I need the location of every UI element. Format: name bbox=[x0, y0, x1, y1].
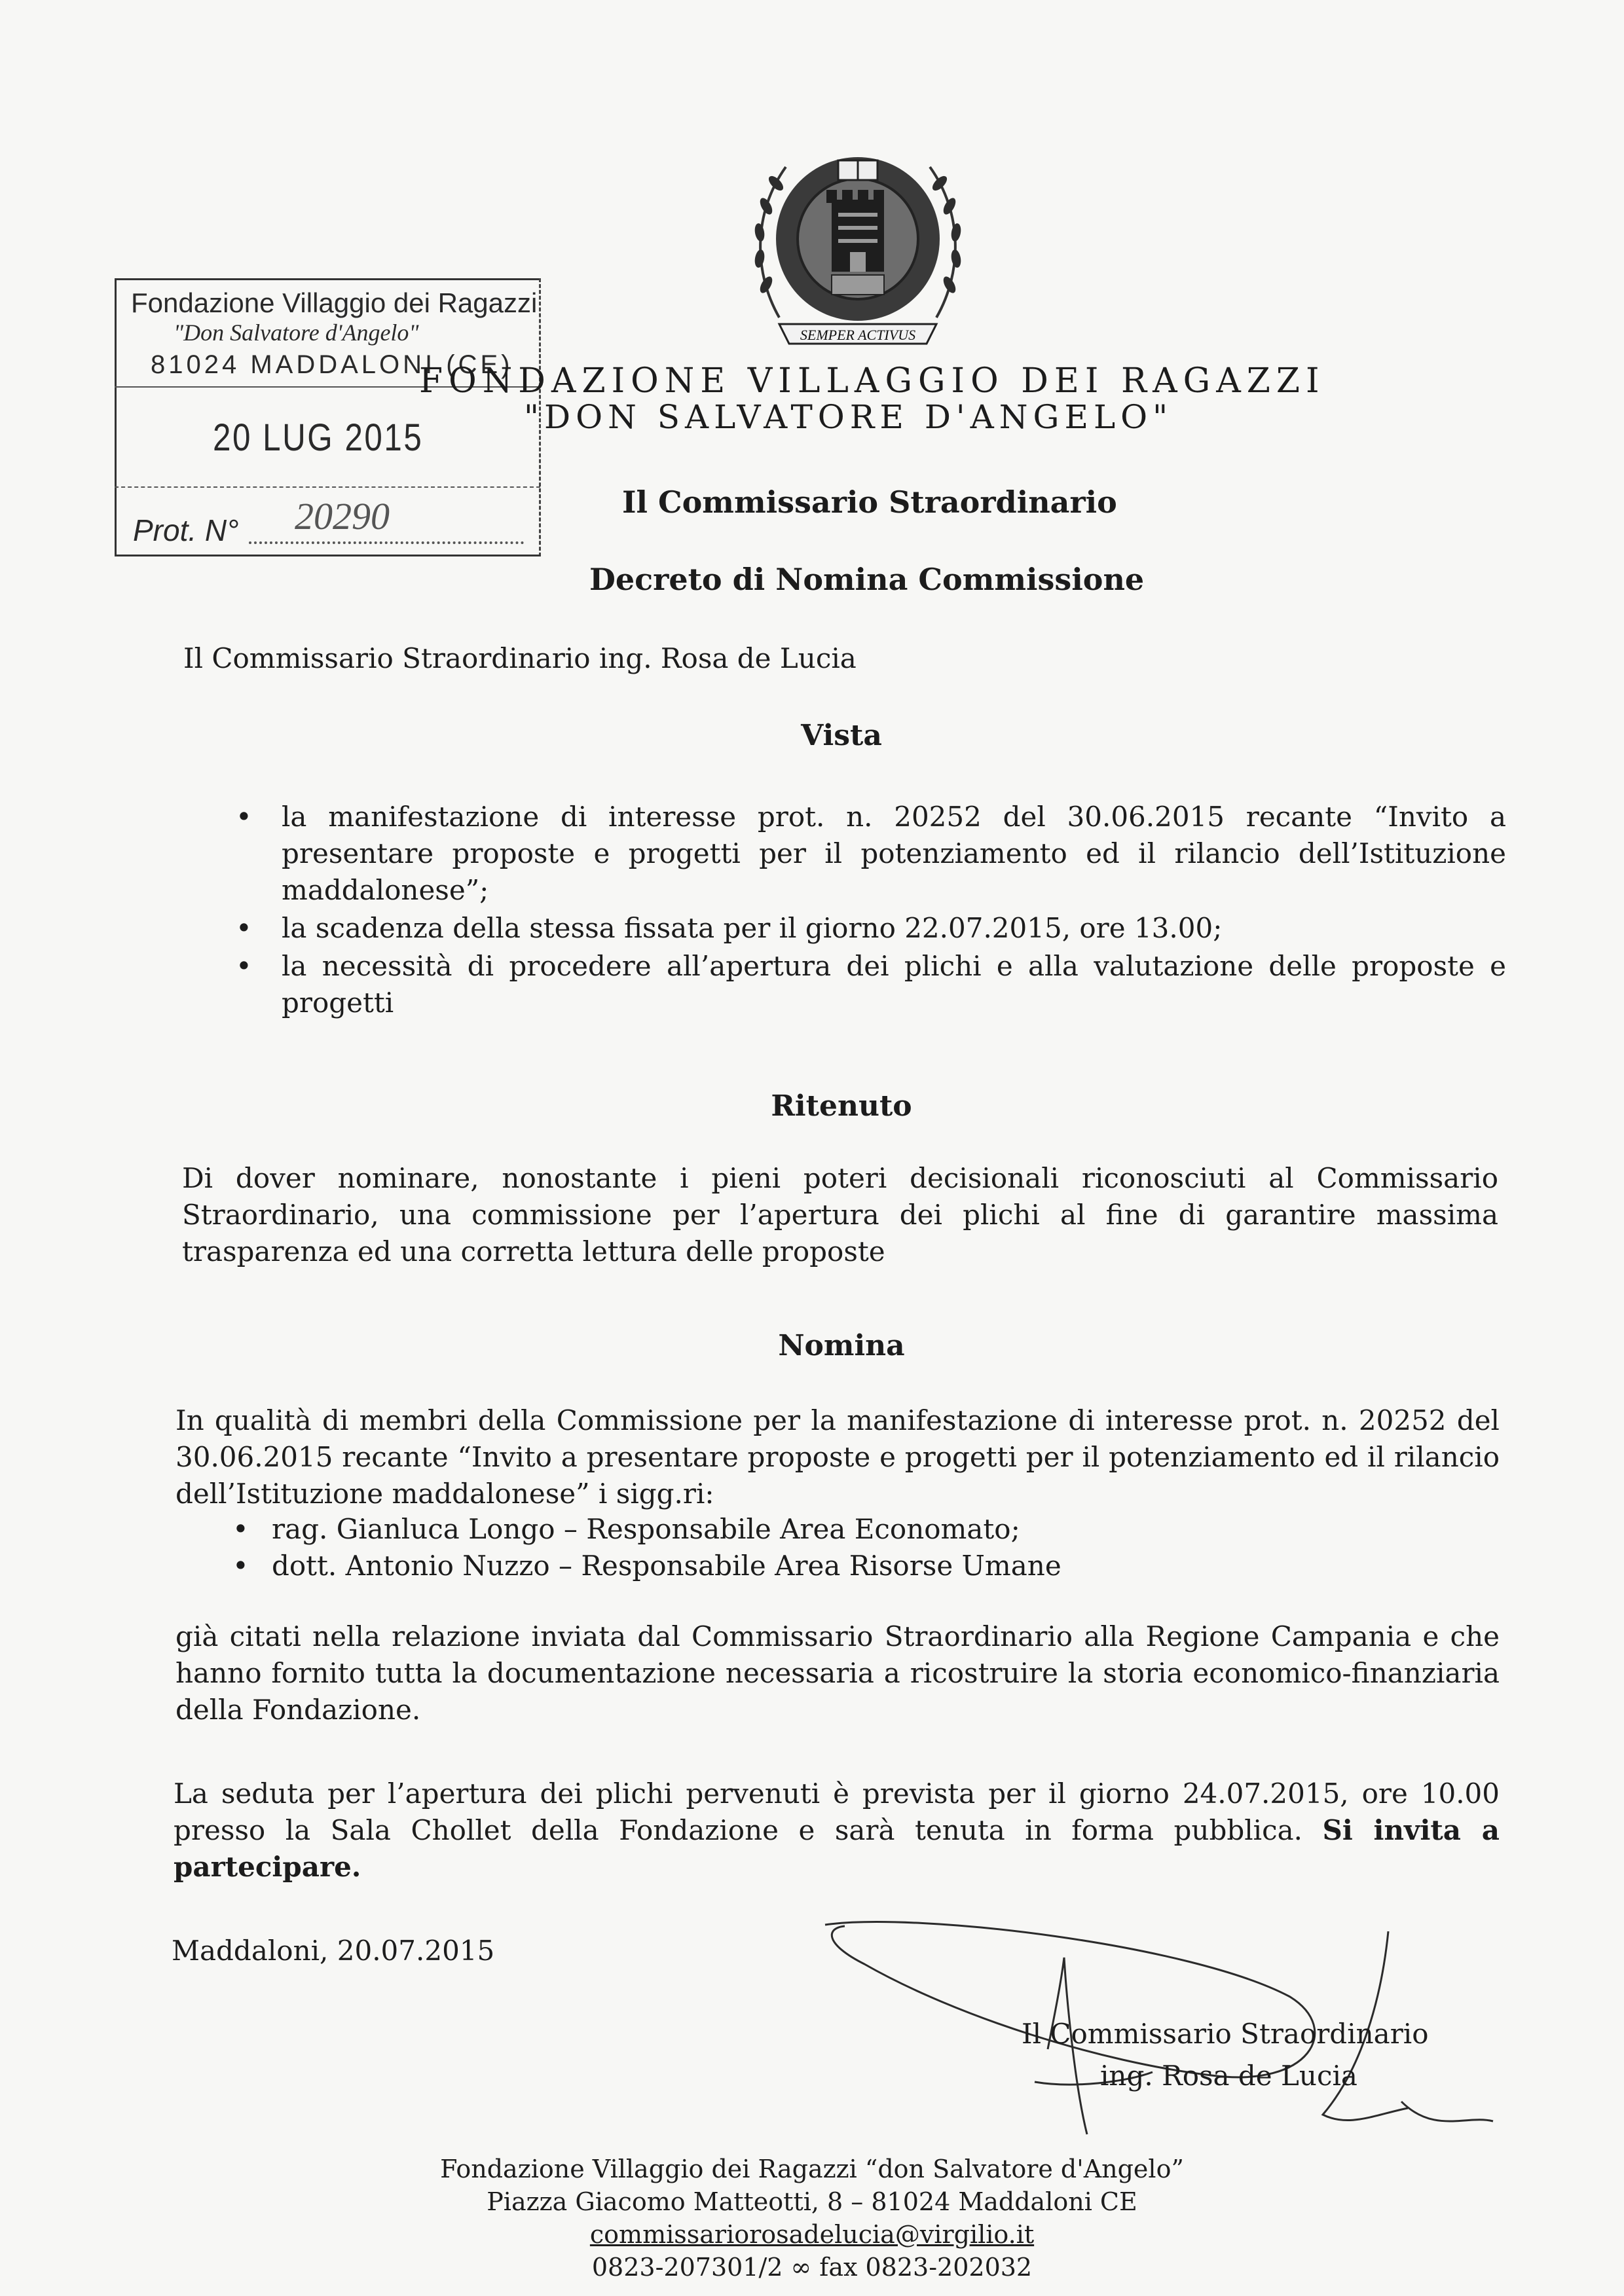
list-item: • rag. Gianluca Longo – Responsabile Area Economato; bbox=[232, 1513, 1020, 1545]
list-item: • la necessità di procedere all’apertura dei plichi e alla valutazione delle proposte e progetti bbox=[236, 950, 1506, 1019]
castle-seal-icon bbox=[740, 128, 976, 363]
list-item: • la scadenza della stessa fissata per il giorno 22.07.2015, ore 13.00; bbox=[236, 912, 1223, 944]
svg-text:SEMPER ACTIVUS: SEMPER ACTIVUS bbox=[800, 327, 916, 343]
section-heading-nomina: Nomina bbox=[778, 1329, 905, 1362]
place-date: Maddaloni, 20.07.2015 bbox=[172, 1935, 495, 1967]
page-title-decree: Decreto di Nomina Commissione bbox=[589, 562, 1145, 597]
intro-text: Il Commissario Straordinario ing. Rosa de Lucia bbox=[183, 642, 857, 674]
section-heading-vista: Vista bbox=[801, 719, 882, 752]
protocol-stamp bbox=[115, 278, 540, 556]
seduta-text: La seduta per l’apertura dei plichi pervenuti è prevista per il giorno 24.07.2015, ore 10.00 presso la Sala Chollet della Fondazione e sarà tenuta in forma pubblica. Si invita a partecipare. bbox=[174, 1777, 1500, 1883]
nomina-after-text: già citati nella relazione inviata dal Commissario Straordinario alla Regione Campania e che hanno fornito tutta la documentazione necessaria a ricostruire la storia economico-finanziaria della Fondazione. bbox=[175, 1620, 1500, 1726]
section-heading-ritenuto: Ritenuto bbox=[771, 1089, 912, 1123]
signature-name: ing. Rosa de Lucia bbox=[1100, 2060, 1357, 2092]
ritenuto-text: Di dover nominare, nonostante i pieni poteri decisionali riconosciuti al Commissario Straordinario, una commissione per l’apertura dei plichi al fine di garantire massima trasparenza ed una corretta lettura delle proposte bbox=[182, 1162, 1498, 1267]
footer-phone: 0823-207301/2 ∞ fax 0823-202032 bbox=[591, 2253, 1033, 2282]
list-item: • la manifestazione di interesse prot. n. 20252 del 30.06.2015 recante “Invito a presentare proposte e progetti per il potenziamento ed il rilancio dell’Istituzione maddalonese”; bbox=[236, 801, 1506, 906]
footer bbox=[354, 2153, 1270, 2284]
letterhead-org-subtitle: "DON SALVATORE D'ANGELO" bbox=[524, 398, 1173, 436]
footer-org: Fondazione Villaggio dei Ragazzi “don Salvatore d'Angelo” bbox=[440, 2155, 1184, 2183]
stamp-org-name: Fondazione Villaggio dei Ragazzi bbox=[131, 287, 538, 318]
nomina-text: In qualità di membri della Commissione per la manifestazione di interesse prot. n. 20252 del 30.06.2015 recante “Invito a presentare proposte e progetti per il potenziamento ed il rilancio dell’Istituzione maddalonese” i sigg.ri: bbox=[175, 1404, 1500, 1510]
stamp-address: 81024 MADDALONI (CE) bbox=[151, 350, 513, 379]
stamp-date: 20 LUG 2015 bbox=[213, 416, 424, 459]
footer-address: Piazza Giacomo Matteotti, 8 – 81024 Maddaloni CE bbox=[487, 2187, 1137, 2216]
signature-role: Il Commissario Straordinario bbox=[1022, 2018, 1429, 2050]
page-title-commissioner: Il Commissario Straordinario bbox=[622, 484, 1117, 520]
letterhead-org-name: FONDAZIONE VILLAGGIO DEI RAGAZZI bbox=[419, 361, 1325, 401]
stamp-org-subtitle: "Don Salvatore d'Angelo" bbox=[174, 319, 419, 346]
footer-email-link[interactable]: commissariorosadelucia@virgilio.it bbox=[589, 2220, 1035, 2249]
list-item: • dott. Antonio Nuzzo – Responsabile Area Risorse Umane bbox=[232, 1550, 1061, 1582]
stamp-prot-number: 20290 bbox=[295, 495, 390, 538]
seduta-invite: Si invita a partecipare. bbox=[174, 1814, 1500, 1883]
members-list bbox=[232, 1511, 1450, 1584]
vista-list bbox=[236, 799, 1506, 1021]
stamp-prot-label: Prot. N° bbox=[133, 513, 239, 547]
